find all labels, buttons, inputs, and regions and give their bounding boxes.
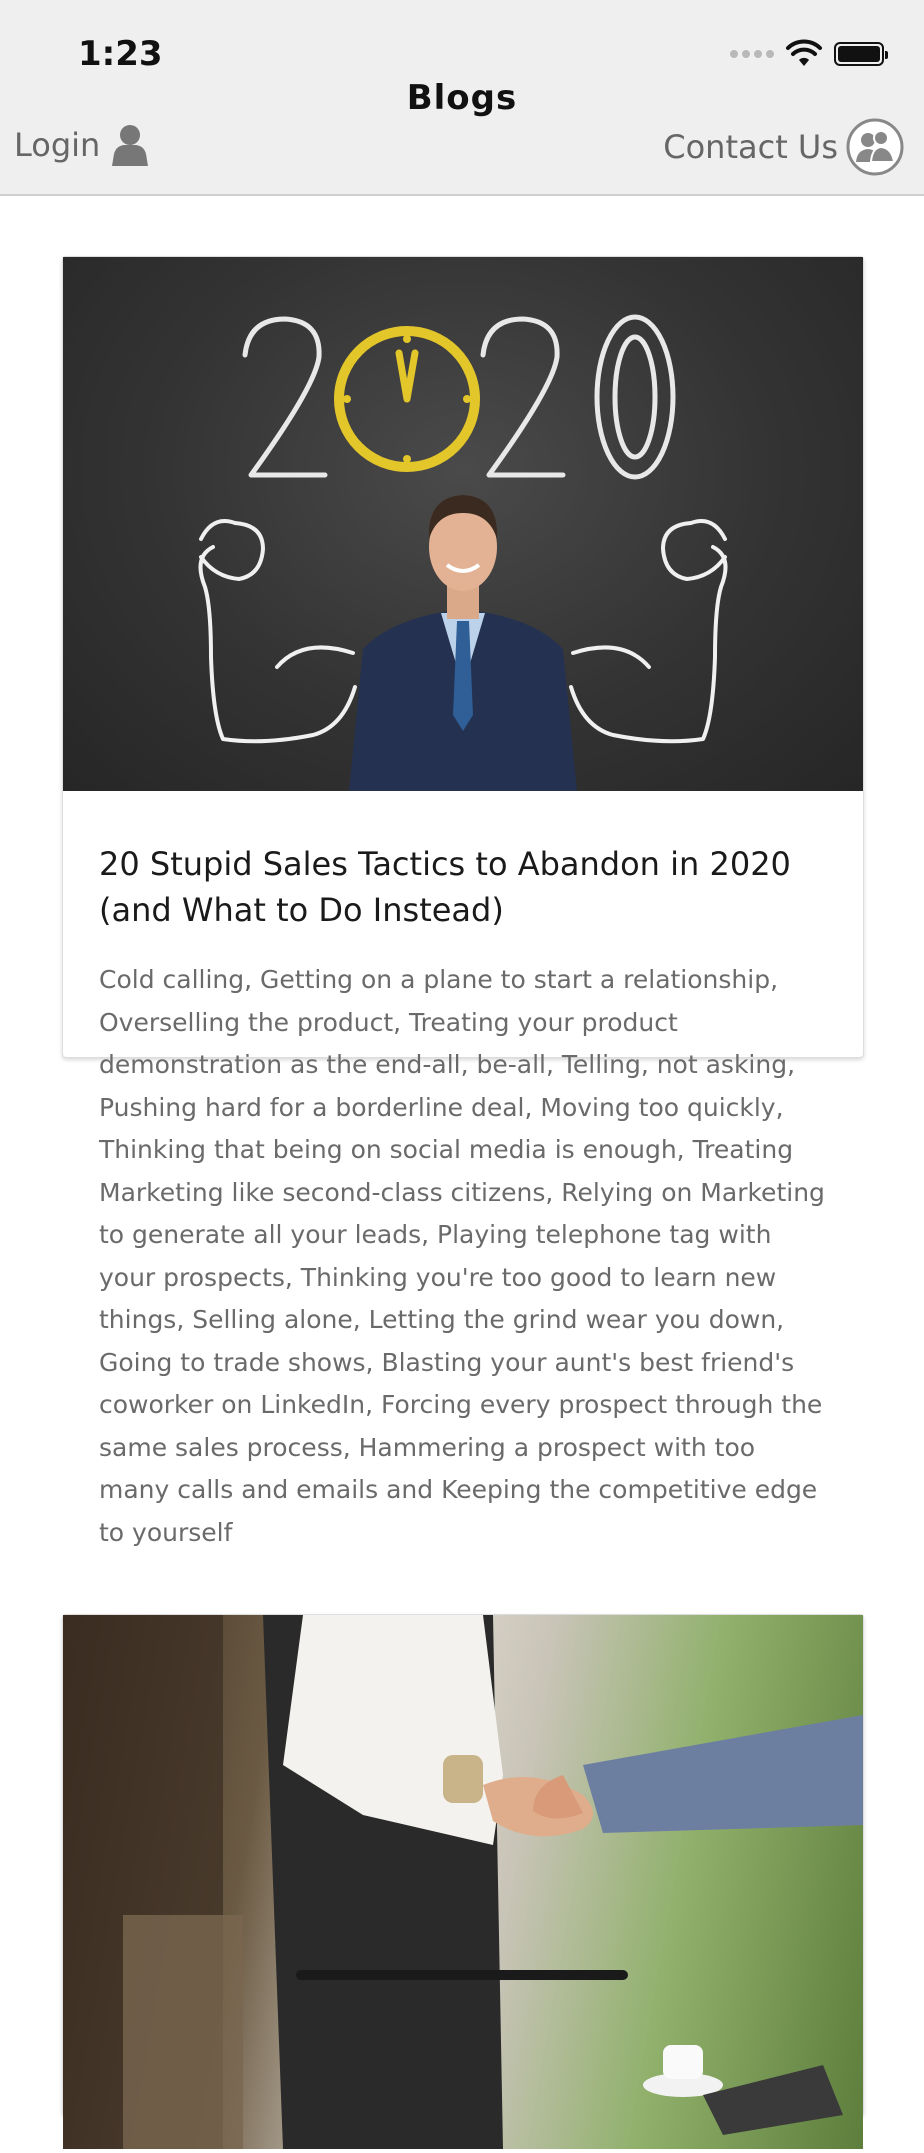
blog-list[interactable]: [0, 196, 924, 2000]
blog-card-image: [63, 1615, 863, 2149]
handshake-photo-illustration: [63, 1615, 863, 2149]
app-header: [0, 0, 924, 196]
battery-icon: [834, 42, 884, 66]
signal-icon: [730, 50, 774, 58]
chalkboard-2020-illustration: [63, 257, 863, 791]
blog-card-body: [63, 791, 863, 1584]
blog-card[interactable]: [62, 1614, 864, 2116]
businessman-figure: [349, 495, 577, 791]
page-title: Blogs: [406, 78, 518, 118]
user-icon: [110, 124, 150, 166]
clock-icon: [339, 331, 475, 467]
blog-card[interactable]: [62, 256, 864, 1547]
wifi-icon: [786, 40, 822, 68]
blog-excerpt: Cold calling, Getting on a plane to start a relationship, Overselling the product, Treating your product demonstration as the end-all, be-all, Telling, not asking, Pushing hard for a borderline deal, Moving too quickly, Thinking that being on social media is enough, Treating Marketing like second-class citizens, Relying on Marketing to generate all your leads, Playing telephone tag with your prospects, Thinking you're too good to learn new things, Selling alone, Letting the grind wear you down, Going to trade shows, Blasting your aunt's best friend's coworker on LinkedIn, Forcing every prospect through the same sales process, Hammering a prospect with too many calls and emails and Keeping the competitive edge to yourself: [99, 965, 825, 1547]
login-label: Login: [14, 126, 101, 164]
blog-title[interactable]: 20 Stupid Sales Tactics to Abandon in 2020 (and What to Do Instead): [99, 845, 791, 929]
contact-us-label: Contact Us: [663, 128, 838, 166]
blog-card-image: [63, 257, 863, 791]
home-indicator[interactable]: [296, 1970, 628, 1980]
status-indicators: [730, 40, 884, 68]
login-button[interactable]: [14, 124, 150, 166]
contact-us-button[interactable]: [663, 118, 904, 176]
contact-users-icon: [846, 118, 904, 176]
status-time: 1:23: [78, 34, 163, 74]
